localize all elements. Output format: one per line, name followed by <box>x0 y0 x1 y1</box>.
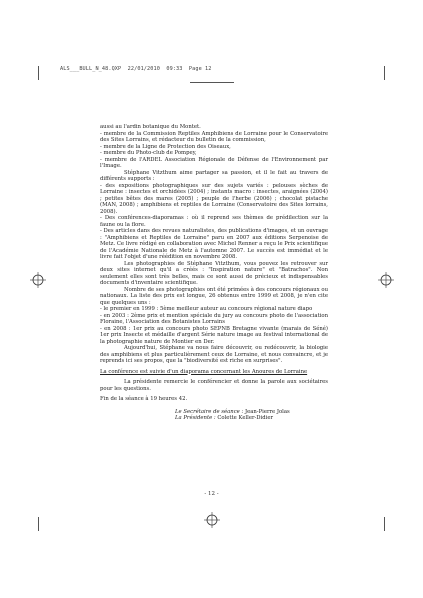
body-line: aussi au l'ardin botanique du Montet. <box>100 124 201 130</box>
passion-paragraph: Stéphane Vitzthum aime partager sa passion, et il le fait au travers de différents supports : <box>100 169 328 182</box>
secretary-name: Jean-Pierre Jolas <box>244 408 290 415</box>
file-info-header: ALS___BULL_N_48.QXP 22/01/2010 09:33 Page 12 <box>60 66 212 72</box>
award-item: - en 2008 : 1er prix au concours photo SEPNB Bretagne vivante (marais de Séné) 1er prix Insecte et médaille d'argent Série nature image au festival international de la photographie nature de Montier en Der. <box>100 325 328 345</box>
left-registration-mark-icon <box>30 272 46 288</box>
president-signature <box>175 415 328 422</box>
president-name: Colette Keller-Didier <box>217 415 273 421</box>
right-registration-mark-icon <box>378 272 394 288</box>
membership-item: - membre de la Ligne de Protection des Oiseaux, <box>100 143 231 150</box>
thanks-paragraph: La présidente remercie le conférencier et donne la parole aux sociétaires pour les questions. <box>100 379 328 392</box>
page-body <box>100 124 328 422</box>
membership-item: - membre du Photo-club de Pompey, <box>100 150 197 156</box>
top-right-crop-mark <box>384 66 385 80</box>
membership-item: - membre de la Commission Reptiles Amphibiens de Lorraine pour le Conservatoire des Sites Lorrains, et rédacteur du bulletin de la commission, <box>100 130 328 143</box>
bottom-left-crop-mark <box>38 517 39 531</box>
websites-paragraph: Les photographies de Stéphane Vitzthum, vous pouvez les retrouver sur deux sites internet qu'il a créés : "Inspiration nature" et "Batrachos". Non seulement elles sont très belles, mais ce sont aussi de précieux et indispensables documents d'inventaire scientifique. <box>100 260 328 286</box>
president-role: La Présidente : <box>175 415 216 421</box>
top-center-crop-line <box>190 82 234 83</box>
top-left-crop-mark <box>38 66 39 80</box>
page-number: - 12 - <box>204 491 219 497</box>
contests-paragraph: Nombre de ses photographies ont été primées à des concours régionaux ou nationaux. La liste des prix est longue, 26 obtenus entre 1999 et 2008, je n'en cite que quelques uns : <box>100 286 328 306</box>
bottom-registration-mark-icon <box>204 512 220 528</box>
support-item: - des expositions photographiques sur des sujets variés : pelouses sèches de Lorraine : insectes et orchidées (2004) ; instants macro : insectes, araignées (2004) ; petites bêtes des mares (2005) ; peuple de l'herbe (2006) ; chocolat pistache (MAN, 2008) ; amphibiens et reptiles de Lorraine (Conservatoire des Sites lorrains, 2008). <box>100 182 328 215</box>
bottom-right-crop-mark <box>384 517 385 531</box>
signature-block <box>175 409 328 422</box>
session-end: Fin de la séance à 19 heures 42. <box>100 396 188 402</box>
award-item: - en 2003 : 2ème prix et mention spéciale du jury au concours photo de l'association Floraine, l'Association des Botanistes Lorrains <box>100 312 328 325</box>
support-item: - Des conférences-diaporamas : où il reprend ses thèmes de prédilection sur la faune ou la flore. <box>100 215 328 228</box>
award-item: - le premier en 1999 : 5ème meilleur auteur au concours régional nature diapo <box>100 306 313 312</box>
secretary-role: Le Secrétaire de séance : <box>175 408 244 415</box>
conference-note: La conférence est suivie d'un diaporama concernant les Anoures de Lorraine <box>100 368 308 375</box>
today-paragraph: Aujourd'hui, Stéphane va nous faire découvrir, ou redécouvrir, la biologie des amphibiens et plus particulièrement ceux de Lorraine, et nous convaincre, et je reprends ici ses propos, que la "biodiversité est riche en surprises". <box>100 345 328 364</box>
support-item: - Des articles dans des revues naturalistes, des publications d'images, et un ouvrage : "Amphibiens et Reptiles de Lorraine" paru en 2007 aux éditions Serpenoise de Metz. Ce livre rédigé en collaboration avec Michel Renner a reçu le Prix scientifique de l'Académie Nationale de Metz à l'automne 2007. Le succès est immédiat et le livre fait l'objet d'une réédition en novembre 2008. <box>100 228 328 260</box>
membership-item: - membre de l'ARDEL Association Régionale de Défense de l'Environnement par l'Image. <box>100 156 328 169</box>
